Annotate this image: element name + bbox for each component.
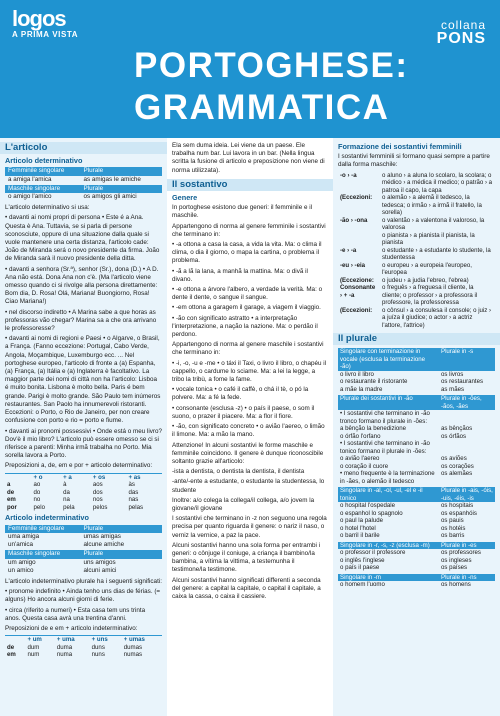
det-usage-intro: L'articolo determinativo si usa: xyxy=(5,204,90,212)
subtitle-definite: Articolo determinativo xyxy=(5,156,83,166)
noun-para: Attenzione! In alcuni sostantivi le forme maschile e femminile coincidono. Il genere è dunque riconoscibile soltanto grazie all'articolo: xyxy=(172,441,324,465)
noun-para: • vocale tonica • o café il caffè, o chá il tè, o pó la polvere. Ma: a fé la fede. xyxy=(172,386,309,402)
table-row: o avião l'aereo os aviões xyxy=(340,455,467,463)
ind-usage-pronoun: • pronome indefinito • Ainda tenho uns dias de férias. (= alguns) Ho ancora alcuni giorni di ferie. xyxy=(5,588,161,604)
noun-para: Alcuni sostantivi hanno significati differenti a seconda del genere: a capital la capitale, o capital il capitale, a caixa la cassa, o caixa il cassiere. xyxy=(172,576,321,600)
table-row: o livro il libro os livros xyxy=(340,370,464,378)
logo-text: logos xyxy=(12,6,66,31)
table-row: o espanhol lo spagnolo os espanhóis xyxy=(340,509,477,517)
det-usage-countries: • davanti ai nomi di regioni e Paesi • o Algarve, o Brasil, a França. (Fanno eccezione: Portugal, Cabo Verde, Angola, Moçambique, Luxemburgo ecc. ... Nel portoghese europeo, l'articolo di fronte a (a) Espanha, (a) França, (a) Itália e (a) Inglaterra è facoltativo. La maggior parte dei nomi di città non ha l'articolo: Lisboa é muito bonita. Lisbona è molto bella. Paris é bem grande. Parigi è molto grande. São Paulo tem inúmeros restaurantes. San Paolo ha innumerevoli ristoranti. Eccezioni: o Porto, o Rio de Janeiro, per non creare confusione con porto e rio = porto e fiume. xyxy=(5,335,161,425)
section-title-plural: Il plurale xyxy=(333,333,500,345)
ind-usage-intro: L'articolo indeterminativo plurale ha i seguenti significati: xyxy=(5,577,162,585)
feminine-formation-table xyxy=(338,172,495,330)
table-row: o hospital l'ospedale os hospitais xyxy=(340,502,474,510)
ind-row-fem: uma amiga umas amigas xyxy=(8,532,121,540)
table-row: o país il paese os países xyxy=(340,564,468,572)
det-usage-indirect: • nel discorso indiretto • A Marina sabe a que horas as professoras vão chegar? Marina sa a che ora arrivano le professoresse? xyxy=(5,308,157,333)
table-row: -ão › -ona o valentão › a valentona il valoroso, la valorosa xyxy=(340,216,485,232)
table-row: (Eccezioni: o cônsul › a consulesa il console; o juiz › a juíza il giudice; o actor › a actriz l'attore, l'attrice) xyxy=(340,306,492,329)
table-row: o coração il cuore os corações xyxy=(340,462,474,470)
table-row: o homem l'uomo os homens xyxy=(340,581,471,589)
table-row: o restaurante il ristorante os restaurantes xyxy=(340,378,484,386)
table-row: • I sostantivi che terminano in -ão tronco formano il plurale in -ões: xyxy=(340,410,430,425)
table-row: Consonante › + -a o freguês › a freguesa il cliente, la cliente; o professor › a professora il professore, la professoressa xyxy=(340,284,478,307)
noun-para: -ista a dentista, o dentista la dentista, il dentista xyxy=(172,468,305,476)
table-row: -eu › -eia o europeu › a europeia l'europeo, l'europea xyxy=(340,261,472,277)
table-row: • I sostantivi che terminano in -ão tonico formano il plurale in -ões: xyxy=(340,440,430,455)
noun-para: In portoghese esistono due generi: il femminile e il maschile. xyxy=(172,204,313,220)
table-row: (Eccezione: o judeu › a judia l'ebreo, l'ebrea) xyxy=(340,276,469,284)
pons-logo: PONS xyxy=(436,30,486,47)
noun-para: • -ão con significato astratto • a interpretação l'interpretazione, a nação la nazione. Ma: o perdão il perdono. xyxy=(172,314,318,339)
det-row-fem: a amiga l'amica as amigas le amiche xyxy=(8,175,141,183)
ind-header-masc: Maschile singolare Plurale xyxy=(5,550,162,558)
plural-table-m: Singolare in -m Plurale in -ns o homem l'uomo os homens xyxy=(338,574,495,589)
subtitle-indefinite: Articolo indeterminativo xyxy=(5,513,89,523)
header-banner xyxy=(0,0,500,138)
table-row: o paul la palude os pauis xyxy=(340,517,464,525)
det-usage-names: • davanti ai nomi propri di persona • Este é a Ana. Questa è Ana. Tuttavia, se si parla di persone sconosciute, oppure di una situazione dalla quale si vuole mantenere una certa distanza, l'articolo cade: João de Miranda será o novo presidente da firma. João de Miranda sarà il nuovo presidente della ditta. xyxy=(5,214,160,263)
noun-para: • -e ottona a árvore l'albero, a verdade la verità. Ma: o dente il dente, o sangue il sangue. xyxy=(172,286,323,302)
column-feminine-plural xyxy=(333,138,500,716)
det-usage-senhora: • davanti a senhora (Sr.ª), senhor (Sr.), dona (D.) • A D. Ana não está. Dona Ana non c'è. (Ma l'articolo viene omesso quando ci si rivolge alla persona direttamente: Bom dia, D. Rosa! Olá, Mariana! Buongiorno, Rosa! Ciao Mariana!) xyxy=(5,265,159,306)
publisher-mark xyxy=(437,18,486,46)
plural-table-vowel: Singolare con terminazione in vocale (esclusa la terminazione -ão) Plurale in -s o livro il libro os livros o restaurante il ristorante os restaurantes a mãe la madre as mães xyxy=(338,348,495,393)
table-row: a bênção la benedizione as bênçãos xyxy=(340,425,473,433)
plural-table-ao: Plurale dei sostantivi in -ão Plurale in -ões, -ãos, -ães • I sostantivi che terminano in -ão tronco formano il plurale in -ões: a bênção la benedizione as bênçãos o órfão l'orfano os órfãos • I sostantivi che terminano in -ão tonico formano il plurale in -ões: o avião l'aereo os aviões o coração il cuore os corações • meno frequente è la terminazione in -ães, o alemão il tedesco os alemães xyxy=(338,395,495,485)
table-row: -e › -a o estudante › a estudante lo studente, la studentessa xyxy=(340,246,491,262)
table-row: o barril il barile os barris xyxy=(340,532,465,540)
content-columns xyxy=(0,138,500,716)
table-row: o hotel l'hotel os hotéis xyxy=(340,524,466,532)
brand-logo xyxy=(12,8,78,39)
column-article xyxy=(0,138,167,716)
noun-para: • -ão, con significato concreto • o avião l'aereo, o limão il limone. Ma: a mão la mano. xyxy=(172,423,325,439)
page-title-line1: PORTOGHESE: xyxy=(134,46,409,85)
det-header-fem: Femminile singolare Plurale xyxy=(5,167,162,175)
section-title-article: L'articolo xyxy=(0,142,167,154)
noun-para: • -a ottona a casa la casa, a vida la vita. Ma: o clima il clima, o dia il giorno, o mapa la cartina, o problema il problema. xyxy=(172,241,322,265)
det-header-masc: Maschile singolare Plurale xyxy=(5,185,162,193)
table-row: o inglês l'inglese os ingleses xyxy=(340,556,472,564)
noun-para: Inoltre: a/o colega la collega/il collega, a/o jovem la giovane/il giovane xyxy=(172,496,315,512)
page-title-line2: GRAMMATICA xyxy=(134,88,390,127)
noun-para: • -em ottona a garagem il garage, a viagem il viaggio. xyxy=(172,304,321,312)
noun-para: Appartengono di norma al genere maschile i sostantivi che terminano in: xyxy=(172,341,324,357)
feminine-intro: I sostantivi femminili si formano quasi sempre a partire dalla forma maschile: xyxy=(338,153,490,169)
table-row: o órfão l'orfano os órfãos xyxy=(340,432,467,440)
ind-usage-approx: • circa (riferito a numeri) • Esta casa tem uns trinta anos. Questa casa avrà una trentina d'anni. xyxy=(5,606,146,622)
noun-para: Appartengono di norma al genere femminile i sostantivi che terminano in: xyxy=(172,222,326,238)
noun-para: • -i, -o, -u e -me • o táxi il Taxi, o livro il libro, o chapéu il cappello, o cardume lo sciame. Ma: a lei la legge, a tribo la tribù, a fome la fame. xyxy=(172,359,327,384)
subtitle-feminine-formation: Formazione dei sostantivi femminili xyxy=(338,142,462,151)
plural-table-rsz: Singolare in -r, -s, -z (esclusa -m) Plurale in -es o professor il professore os professores o inglês l'inglese os ingleses o país il paese os países xyxy=(338,542,495,572)
logo-tagline: A PRIMA VISTA xyxy=(12,30,79,39)
ind-prep-intro: Preposizioni de e em + articolo indeterminativo: xyxy=(5,624,138,632)
ind-row-masc: um amigo uns amigos xyxy=(8,558,116,566)
noun-para: -ante/-ente a estudante, o estudante la studentessa, lo studente xyxy=(172,478,325,494)
table-row: -o › -a o aluno › a aluna lo scolaro, la scolara; o médico › a médica il medico; o patrão › a patroa il capo, la capa xyxy=(340,171,493,194)
table-row: • meno frequente è la terminazione in -ães, o alemão il tedesco os alemães xyxy=(340,470,473,485)
table-row: a mãe la madre as mães xyxy=(340,385,465,393)
ind-row-fem-it: un'amica alcune amiche xyxy=(8,541,125,549)
collana-label: collana xyxy=(440,18,486,32)
ind-prep-table: + um + uma + uns + umas de dum duma duns dumas em num numa nuns numas xyxy=(5,635,162,659)
det-usage-possessive: • davanti ai pronomi possessivi • Onde está o meu livro? Dov'è il mio libro? L'articolo può essere omesso se ci si riferisce a parenti: Minha irmã trabalha no Porto. Mia sorella lavora a Porto. xyxy=(5,427,163,460)
plural-table-al: Singolare in -al, -ol, -ul, -el e -il tonico Plurale in -ais, -óis, -uis, -éis, -is o hospital l'ospedale os hospitais o espanhol lo spagnolo os espanhóis o paul la palude os pauis o hotel l'hotel os hotéis o barril il barile os barris xyxy=(338,487,495,540)
table-row: (Eccezioni: o alemão › a alemã il tedesco, la tedesca; o irmão › a irmã il fratello, la sorella) xyxy=(340,194,482,217)
column-noun xyxy=(167,138,333,716)
det-row-masc: o amigo l'amico os amigos gli amici xyxy=(8,193,137,201)
noun-para: • consonante (esclusa -z) • o país il paese, o som il suono, o prazer il piacere. Ma: a flor il fiore. xyxy=(172,404,315,420)
det-prep-table: + o + a + os + as a ao à aos às de do da dos das em no na nos nas por pelo pela pelos pelas xyxy=(5,473,162,512)
section-title-noun: Il sostantivo xyxy=(167,179,333,191)
noun-intro-text: Ela sem duma ideia. Lei viene da un paese. Ele trabalha num bar. Lui lavora in un bar. (Nella lingua scritta la fusione di articolo e preposizione non viene di norma utilizzata). xyxy=(172,142,325,174)
table-row: o professor il professore os professores xyxy=(340,549,481,557)
ind-row-masc-it: un amico alcuni amici xyxy=(8,566,117,574)
noun-para: • -ã a lã la lana, a manhã la mattina. Ma: o divã il divano. xyxy=(172,267,308,283)
noun-para: I sostantivi che terminano in -z non seguono una regola precisa per quanto riguarda il genere: o nariz il naso, o verniz la vernice, a paz la pace. xyxy=(172,515,327,539)
det-prep-intro: Preposizioni a, de, em e por + articolo determinativo: xyxy=(5,462,153,470)
subtitle-gender: Genere xyxy=(172,193,198,203)
table-row: o pianista › a pianista il pianista, la pianista xyxy=(382,231,475,247)
noun-para: Alcuni sostantivi hanno una sola forma per entrambi i generi: o cônjuge il coniuge, a criança il bambino/la bambina, a vítima la vittima, a testemunha il testimone/la testimone. xyxy=(172,541,321,574)
ind-header-fem: Femminile singolare Plurale xyxy=(5,525,162,533)
